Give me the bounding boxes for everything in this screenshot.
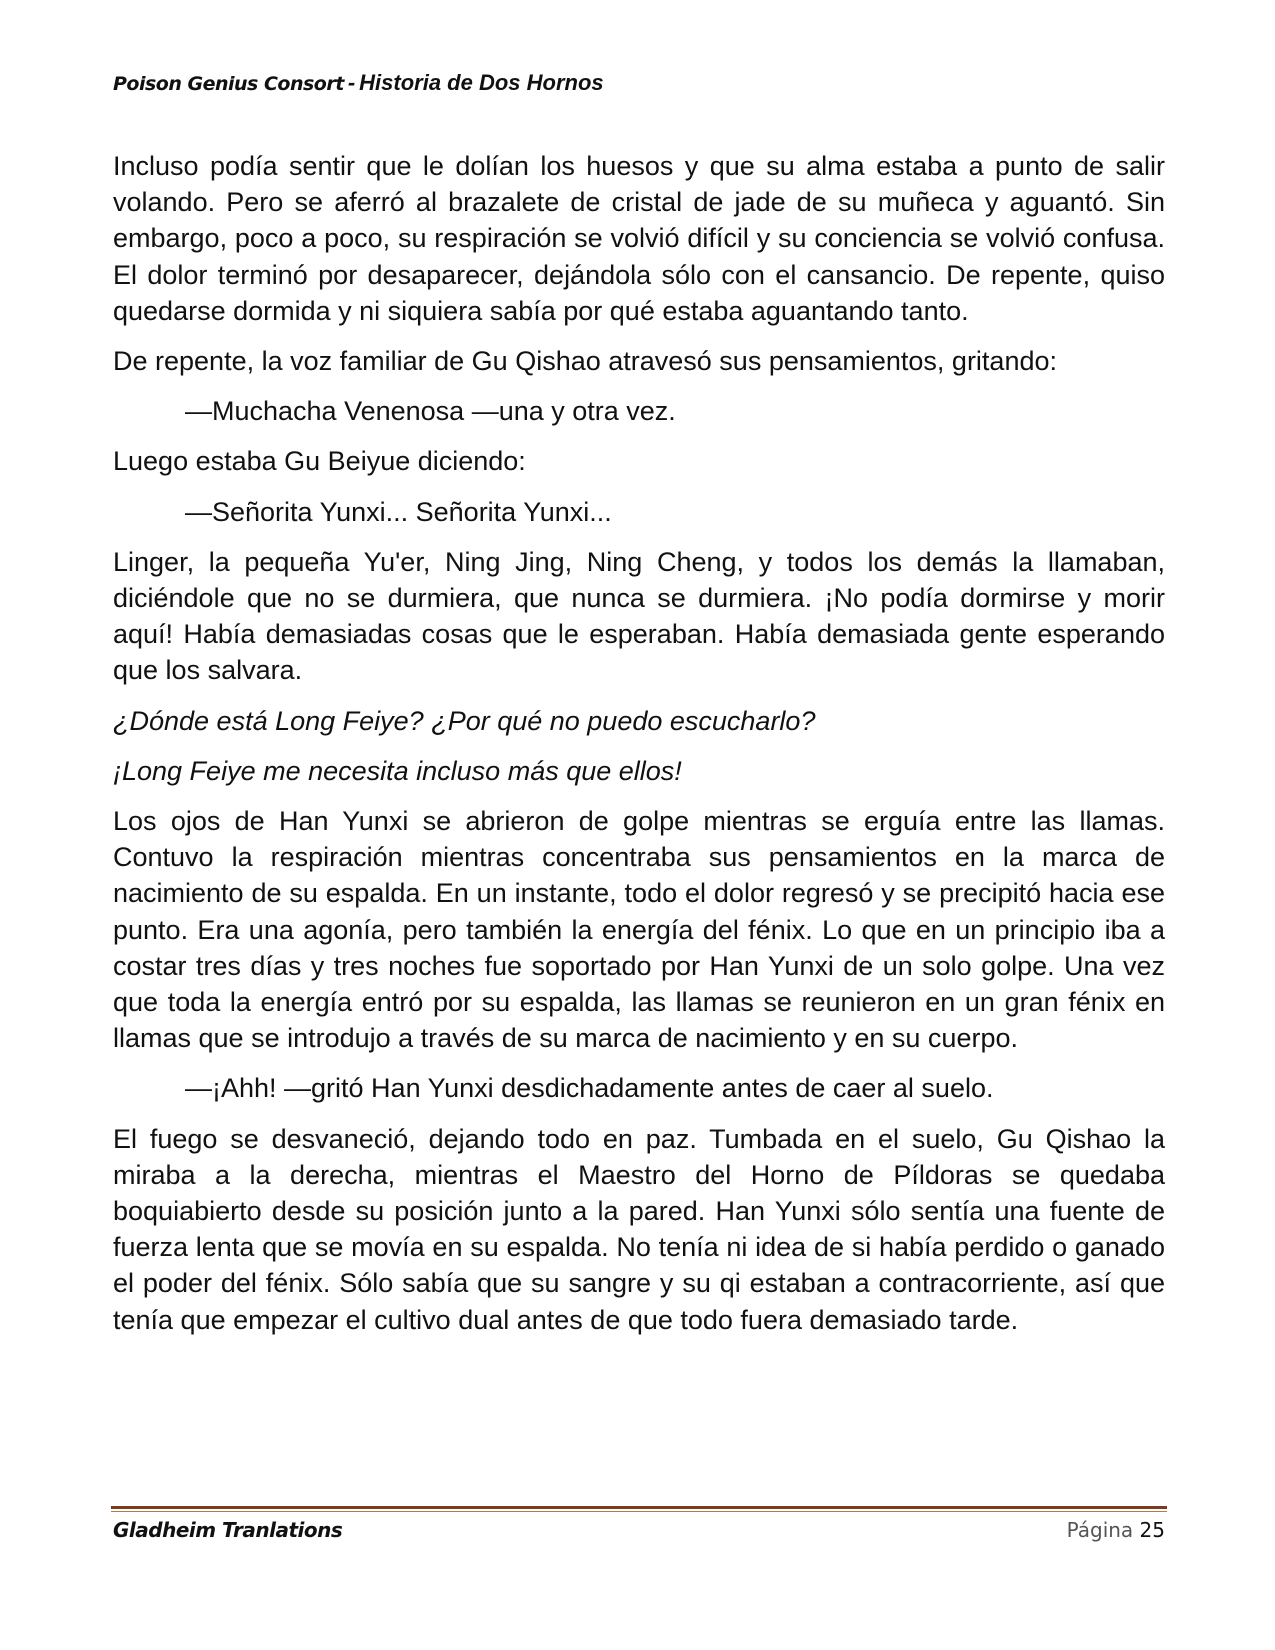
thought-2: ¡Long Feiye me necesita incluso más que ellos! (113, 755, 682, 786)
paragraph-1: Incluso podía sentir que le dolían los huesos y que su alma estaba a punto de salir volando. Pero se aferró al brazalete de cristal de jade de su muñeca y aguantó. Sin embargo, poco a poco, su respiración se volvió difícil y su conciencia se volvió confusa. El dolor terminó por desaparecer, dejándola sólo con el cansancio. De repente, quiso quedarse dormida y ni siquiera sabía por qué estaba aguantando tanto. (113, 151, 1165, 326)
dialogue-3: —¡Ahh! —gritó Han Yunxi desdichadamente antes de caer al suelo. (185, 1073, 994, 1104)
dialogue-1: —Muchacha Venenosa —una y otra vez. (185, 396, 676, 427)
page-header (113, 70, 604, 96)
document-body (113, 148, 1165, 1352)
footer-divider (111, 1506, 1167, 1512)
page-number: 25 (1139, 1518, 1165, 1542)
page-indicator (1067, 1518, 1165, 1542)
chapter-title: Historia de Dos Hornos (359, 70, 604, 95)
header-separator: - (347, 70, 356, 95)
thought-1: ¿Dónde está Long Feiye? ¿Por qué no puedo escucharlo? (113, 705, 816, 736)
series-title: Poison Genius Consort (113, 73, 344, 95)
paragraph-3: Luego estaba Gu Beiyue diciendo: (113, 446, 526, 477)
paragraph-5: Los ojos de Han Yunxi se abrieron de golpe mientras se erguía entre las llamas. Contuvo la respiración mientras concentraba sus pensamientos en la marca de nacimiento de su espalda. En un instante, todo el dolor regresó y se precipitó hacia ese punto. Era una agonía, pero también la energía del fénix. Lo que en un principio iba a costar tres días y tres noches fue soportado por Han Yunxi de un solo golpe. Una vez que toda la energía entró por su espalda, las llamas se reunieron en un gran fénix en llamas que se introdujo a través de su marca de nacimiento y en su cuerpo. (113, 806, 1165, 1054)
translator-credit: Gladheim Tranlations (113, 1518, 343, 1542)
paragraph-6: El fuego se desvaneció, dejando todo en paz. Tumbada en el suelo, Gu Qishao la miraba a la derecha, mientras el Maestro del Horno de Píldoras se quedaba boquiabierto desde su posición junto a la pared. Han Yunxi sólo sentía una fuente de fuerza lenta que se movía en su espalda. No tenía ni idea de si había perdido o ganado el poder del fénix. Sólo sabía que su sangre y su qi estaban a contracorriente, así que tenía que empezar el cultivo dual antes de que todo fuera demasiado tarde. (113, 1123, 1165, 1335)
paragraph-4: Linger, la pequeña Yu'er, Ning Jing, Ning Cheng, y todos los demás la llamaban, diciéndole que no se durmiera, que nunca se durmiera. ¡No podía dormirse y morir aquí! Había demasiadas cosas que le esperaban. Había demasiada gente esperando que los salvara. (113, 546, 1165, 686)
paragraph-2: De repente, la voz familiar de Gu Qishao atravesó sus pensamientos, gritando: (113, 346, 1057, 377)
page-label: Página (1066, 1518, 1134, 1542)
dialogue-2: —Señorita Yunxi... Señorita Yunxi... (185, 496, 612, 527)
